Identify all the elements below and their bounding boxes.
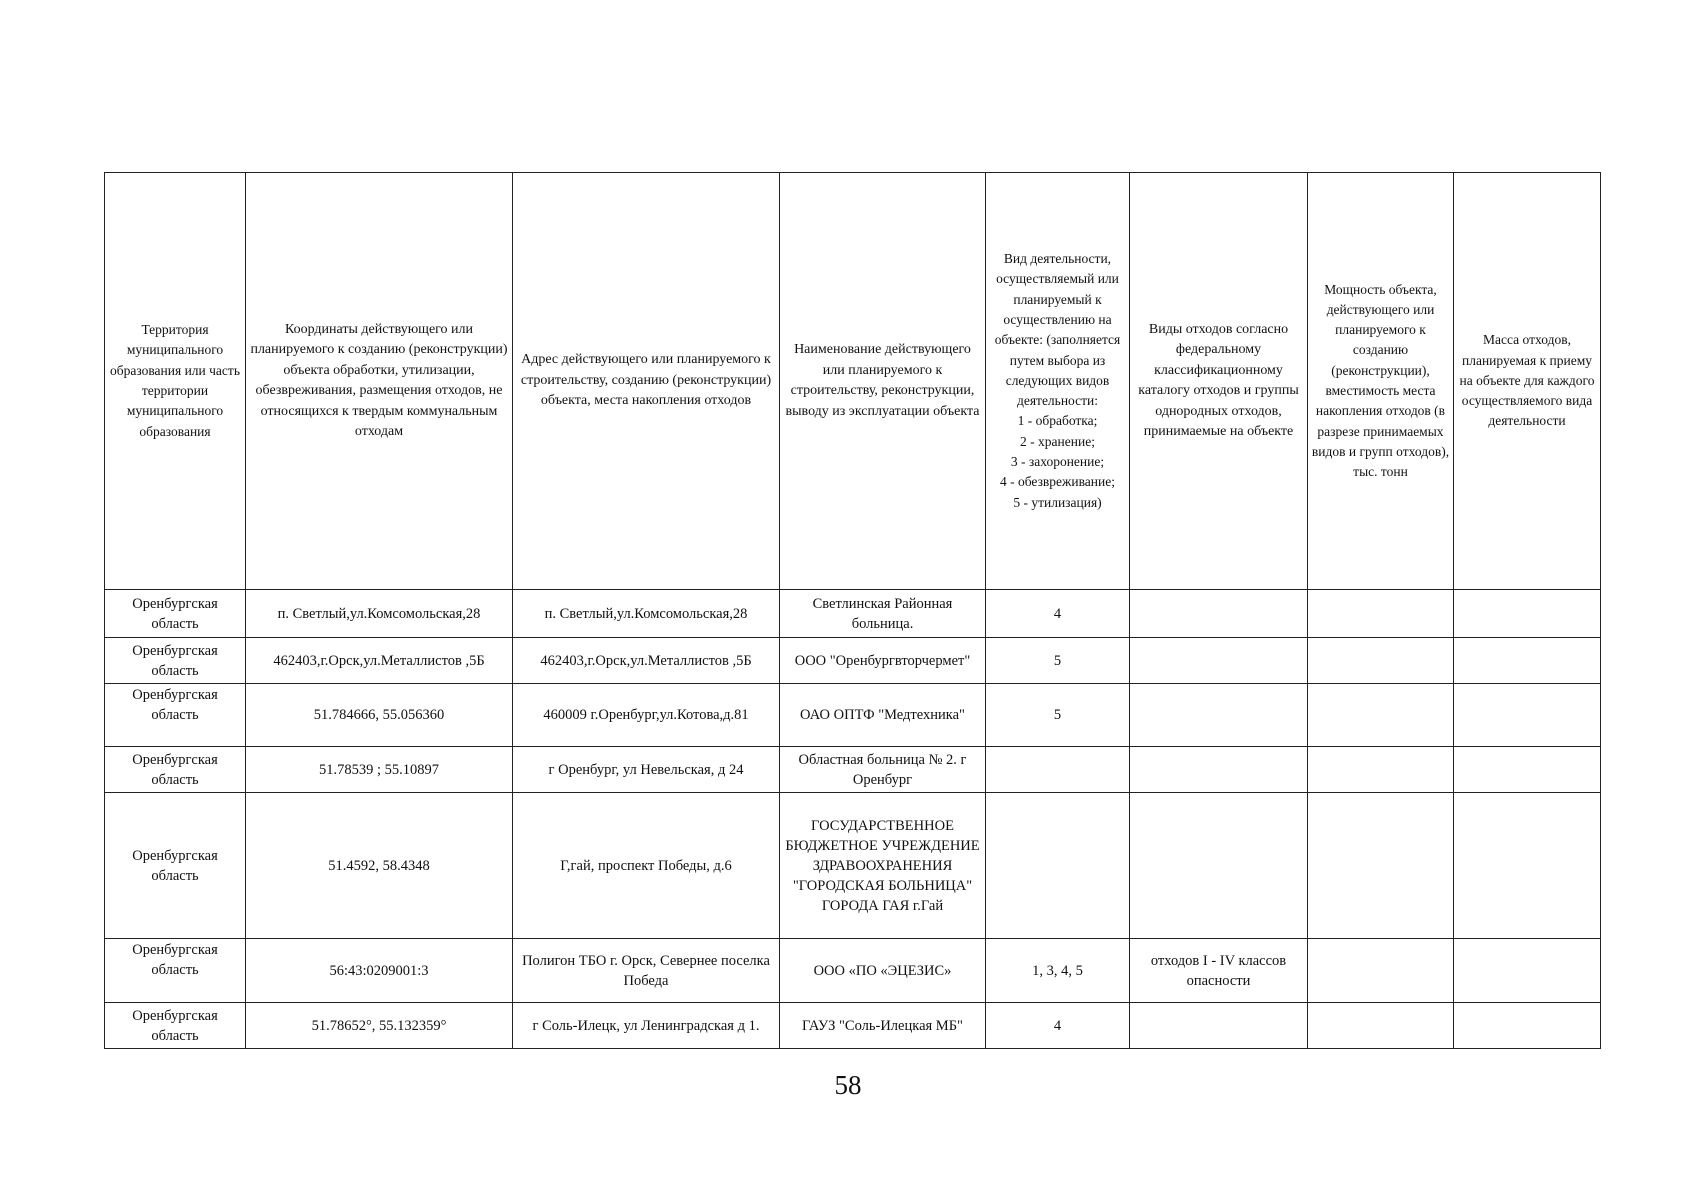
cell-address: г Оренбург, ул Невельская, д 24 — [513, 747, 780, 793]
cell-capacity — [1308, 793, 1454, 939]
cell-address: 460009 г.Оренбург,ул.Котова,д.81 — [513, 684, 780, 747]
cell-object-name: ООО "Оренбургвторчермет" — [780, 638, 986, 684]
cell-coordinates: 462403,г.Орск,ул.Металлистов ,5Б — [246, 638, 513, 684]
cell-territory: Оренбургская область — [105, 590, 246, 638]
cell-waste-types — [1130, 590, 1308, 638]
cell-territory: Оренбургская область — [105, 684, 246, 747]
cell-activity-type: 5 — [986, 638, 1130, 684]
cell-activity-type — [986, 793, 1130, 939]
cell-territory: Оренбургская область — [105, 638, 246, 684]
cell-activity-type: 4 — [986, 590, 1130, 638]
cell-waste-mass — [1454, 684, 1601, 747]
cell-capacity — [1308, 590, 1454, 638]
cell-territory: Оренбургская область — [105, 747, 246, 793]
cell-coordinates: 51.4592, 58.4348 — [246, 793, 513, 939]
cell-coordinates: 56:43:0209001:3 — [246, 939, 513, 1003]
cell-waste-types — [1130, 1003, 1308, 1049]
col-header-object-name: Наименование действующего или планируемого к строительству, реконструкции, выводу из эксплуатации объекта — [780, 173, 986, 590]
cell-waste-mass — [1454, 1003, 1601, 1049]
table-row — [105, 1003, 1601, 1049]
cell-waste-mass — [1454, 590, 1601, 638]
cell-waste-types: отходов I - IV классов опасности — [1130, 939, 1308, 1003]
cell-territory: Оренбургская область — [105, 1003, 246, 1049]
col-header-capacity: Мощность объекта, действующего или планируемого к созданию (реконструкции), вместимость места накопления отходов (в разрезе принимаемых видов и групп отходов), тыс. тонн — [1308, 173, 1454, 590]
table-row — [105, 939, 1601, 1003]
cell-capacity — [1308, 747, 1454, 793]
cell-object-name: Областная больница № 2. г Оренбург — [780, 747, 986, 793]
cell-territory: Оренбургская область — [105, 939, 246, 1003]
cell-waste-mass — [1454, 939, 1601, 1003]
cell-activity-type — [986, 747, 1130, 793]
cell-capacity — [1308, 1003, 1454, 1049]
cell-address: 462403,г.Орск,ул.Металлистов ,5Б — [513, 638, 780, 684]
cell-address: г Соль-Илецк, ул Ленинградская д 1. — [513, 1003, 780, 1049]
cell-object-name: ГАУЗ "Соль-Илецкая МБ" — [780, 1003, 986, 1049]
cell-waste-types — [1130, 747, 1308, 793]
col-header-waste-mass: Масса отходов, планируемая к приему на объекте для каждого осуществляемого вида деятельности — [1454, 173, 1601, 590]
table-row — [105, 684, 1601, 747]
cell-waste-mass — [1454, 638, 1601, 684]
cell-coordinates: 51.784666, 55.056360 — [246, 684, 513, 747]
header-row — [105, 173, 1601, 590]
cell-waste-types — [1130, 793, 1308, 939]
cell-object-name: ООО «ПО «ЭЦЕЗИС» — [780, 939, 986, 1003]
cell-capacity — [1308, 638, 1454, 684]
cell-object-name: ОАО ОПТФ "Медтехника" — [780, 684, 986, 747]
col-header-waste-types: Виды отходов согласно федеральному классификационному каталогу отходов и группы однородных отходов, принимаемые на объекте — [1130, 173, 1308, 590]
cell-waste-mass — [1454, 793, 1601, 939]
cell-address: Полигон ТБО г. Орск, Севернее поселка Победа — [513, 939, 780, 1003]
cell-address: Г,гай, проспект Победы, д.6 — [513, 793, 780, 939]
cell-activity-type: 4 — [986, 1003, 1130, 1049]
table-row — [105, 590, 1601, 638]
cell-coordinates: п. Светлый,ул.Комсомольская,28 — [246, 590, 513, 638]
col-header-activity-type: Вид деятельности, осуществляемый или планируемый к осуществлению на объекте: (заполняется путем выбора из следующих видов деятельности: 1 - обработка; 2 - хранение; 3 - захоронение; 4 - обезвреживание; 5 - утилизация) — [986, 173, 1130, 590]
data-table — [104, 172, 1601, 1049]
table-row — [105, 793, 1601, 939]
cell-activity-type: 5 — [986, 684, 1130, 747]
cell-object-name: ГОСУДАРСТВЕННОЕ БЮДЖЕТНОЕ УЧРЕЖДЕНИЕ ЗДРАВООХРАНЕНИЯ "ГОРОДСКАЯ БОЛЬНИЦА" ГОРОДА ГАЯ г.Гай — [780, 793, 986, 939]
col-header-territory: Территория муниципального образования или часть территории муниципального образования — [105, 173, 246, 590]
cell-coordinates: 51.78652°, 55.132359° — [246, 1003, 513, 1049]
cell-territory: Оренбургская область — [105, 793, 246, 939]
cell-object-name: Светлинская Районная больница. — [780, 590, 986, 638]
cell-waste-mass — [1454, 747, 1601, 793]
cell-waste-types — [1130, 684, 1308, 747]
cell-capacity — [1308, 684, 1454, 747]
cell-capacity — [1308, 939, 1454, 1003]
cell-coordinates: 51.78539 ; 55.10897 — [246, 747, 513, 793]
cell-address: п. Светлый,ул.Комсомольская,28 — [513, 590, 780, 638]
table-row — [105, 638, 1601, 684]
col-header-address: Адрес действующего или планируемого к строительству, созданию (реконструкции) объекта, места накопления отходов — [513, 173, 780, 590]
cell-activity-type: 1, 3, 4, 5 — [986, 939, 1130, 1003]
table-row — [105, 747, 1601, 793]
page-number: 58 — [834, 1070, 862, 1100]
cell-waste-types — [1130, 638, 1308, 684]
col-header-coordinates: Координаты действующего или планируемого к созданию (реконструкции) объекта обработки, утилизации, обезвреживания, размещения отходов, не относящихся к твердым коммунальным отходам — [246, 173, 513, 590]
